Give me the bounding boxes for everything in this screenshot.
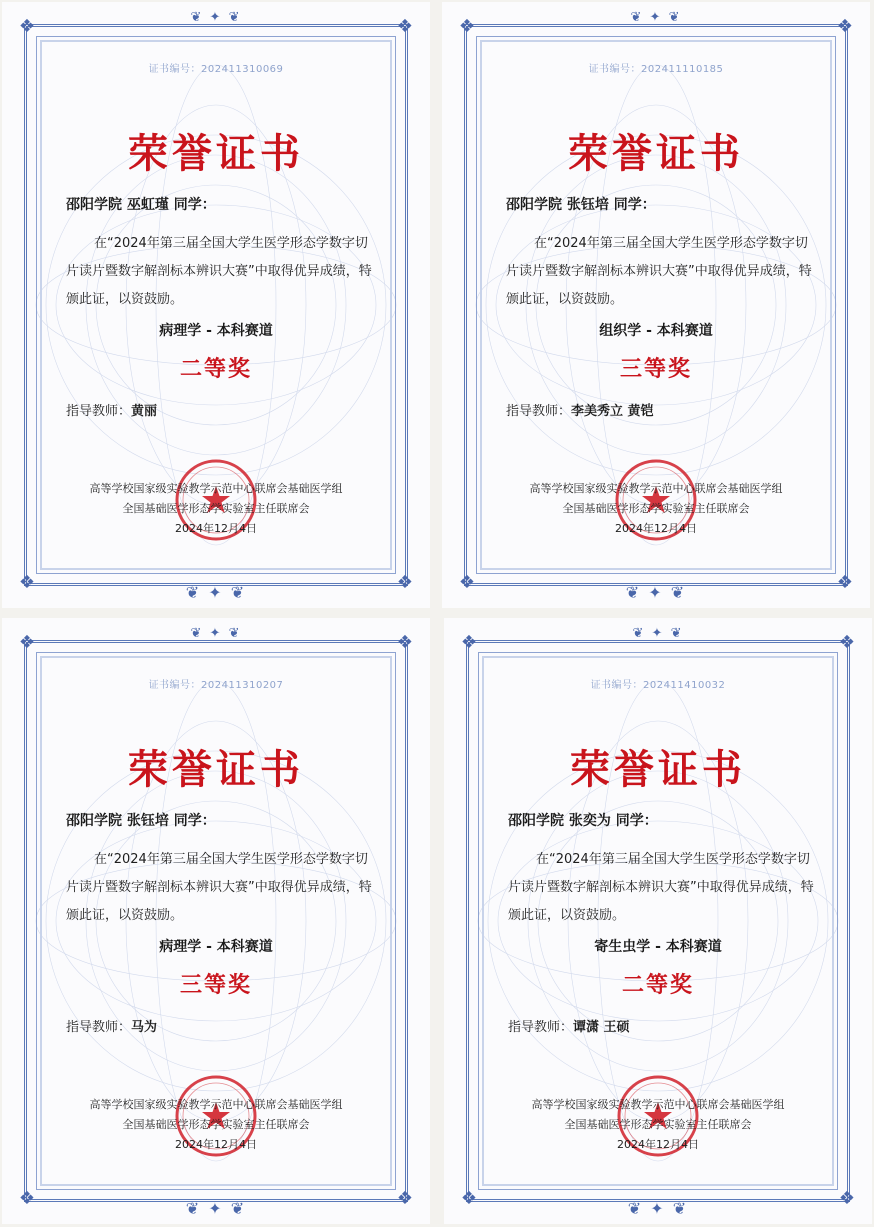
corner-ornament-icon: ❖ [396,1188,414,1209]
recipient-line: 邵阳学院 张奕为 同学： [508,813,658,829]
certificate-3 [2,618,430,1224]
competition-track: 组织学 - 本科赛道 [599,323,713,339]
advisor-label: 指导教师： [66,1020,132,1035]
certificate-number: 证书编号：202411410032 [590,680,726,691]
advisor-label: 指导教师： [508,1020,574,1035]
certificate-number: 证书编号：202411310207 [148,680,284,691]
corner-ornament-icon: ❖ [836,16,854,37]
certificate-1 [2,2,430,608]
advisor-names: 李美秀立 黄铠 [571,404,654,419]
advisor-line [66,1016,380,1035]
certificate-title: 荣誉证书 [570,746,746,793]
top-flourish-icon: ❦ ✦ ❦ [190,10,242,25]
certificate-body: 在“2024年第三届全国大学生医学形态学数字切片读片暨数字解剖标本辨识大赛”中取得优异成绩，特颁此证，以资鼓励。 [506,236,812,307]
corner-ornament-icon: ❖ [458,16,476,37]
top-flourish-icon: ❦ ✦ ❦ [632,626,684,641]
corner-ornament-icon: ❖ [18,632,36,653]
recipient-line: 邵阳学院 巫虹瑾 同学： [66,197,216,213]
competition-track: 病理学 - 本科赛道 [159,323,273,339]
issuer-line-1: 高等学校国家级实验教学示范中心联席会基础医学组 [89,1098,343,1111]
advisor-line [66,400,380,419]
award-level: 三等奖 [619,357,692,382]
corner-ornament-icon: ❖ [396,632,414,653]
corner-ornament-icon: ❖ [18,572,36,593]
certificate-title: 荣誉证书 [568,130,744,177]
advisor-line [506,400,820,419]
issuer-line-2: 全国基础医学形态学实验室主任联席会 [564,1118,752,1131]
award-level: 二等奖 [179,357,252,382]
award-level: 二等奖 [621,973,694,998]
corner-ornament-icon: ❖ [836,572,854,593]
certificate-2 [442,2,870,608]
recipient-line: 邵阳学院 张钰培 同学： [506,197,656,213]
issuer-line-2: 全国基础医学形态学实验室主任联席会 [122,502,310,515]
issue-date: 2024年12月4日 [617,1138,699,1151]
bottom-flourish-icon: ❦ ✦ ❦ [625,583,687,602]
recipient-line: 邵阳学院 张钰培 同学： [66,813,216,829]
issuer-line-2: 全国基础医学形态学实验室主任联席会 [122,1118,310,1131]
certificate-body: 在“2024年第三届全国大学生医学形态学数字切片读片暨数字解剖标本辨识大赛”中取得优异成绩，特颁此证，以资鼓励。 [508,852,814,923]
corner-ornament-icon: ❖ [838,632,856,653]
corner-ornament-icon: ❖ [460,632,478,653]
certificate-body: 在“2024年第三届全国大学生医学形态学数字切片读片暨数字解剖标本辨识大赛”中取得优异成绩，特颁此证，以资鼓励。 [66,236,372,307]
bottom-flourish-icon: ❦ ✦ ❦ [185,583,247,602]
certificate-title: 荣誉证书 [128,746,304,793]
top-flourish-icon: ❦ ✦ ❦ [630,10,682,25]
corner-ornament-icon: ❖ [396,16,414,37]
certificate-4 [444,618,872,1224]
advisor-line [508,1016,822,1035]
advisor-names: 马为 [131,1020,158,1035]
corner-ornament-icon: ❖ [18,16,36,37]
bottom-flourish-icon: ❦ ✦ ❦ [185,1199,247,1218]
competition-track: 病理学 - 本科赛道 [159,939,273,955]
advisor-names: 黄丽 [131,404,158,419]
bottom-flourish-icon: ❦ ✦ ❦ [627,1199,689,1218]
corner-ornament-icon: ❖ [458,572,476,593]
corner-ornament-icon: ❖ [18,1188,36,1209]
corner-ornament-icon: ❖ [838,1188,856,1209]
advisor-label: 指导教师： [506,404,572,419]
certificate-number: 证书编号：202411310069 [148,64,284,75]
issuer-line-1: 高等学校国家级实验教学示范中心联席会基础医学组 [531,1098,785,1111]
issuer-line-1: 高等学校国家级实验教学示范中心联席会基础医学组 [89,482,343,495]
advisor-names: 谭潇 王硕 [573,1020,630,1035]
issuer-line-1: 高等学校国家级实验教学示范中心联席会基础医学组 [529,482,783,495]
competition-track: 寄生虫学 - 本科赛道 [594,939,722,955]
issue-date: 2024年12月4日 [175,522,257,535]
issue-date: 2024年12月4日 [615,522,697,535]
advisor-label: 指导教师： [66,404,132,419]
certificate-number: 证书编号：202411110185 [588,64,724,75]
corner-ornament-icon: ❖ [396,572,414,593]
award-level: 三等奖 [179,973,252,998]
certificate-body: 在“2024年第三届全国大学生医学形态学数字切片读片暨数字解剖标本辨识大赛”中取得优异成绩，特颁此证，以资鼓励。 [66,852,372,923]
corner-ornament-icon: ❖ [460,1188,478,1209]
issuer-line-2: 全国基础医学形态学实验室主任联席会 [562,502,750,515]
certificate-title: 荣誉证书 [128,130,304,177]
issue-date: 2024年12月4日 [175,1138,257,1151]
top-flourish-icon: ❦ ✦ ❦ [190,626,242,641]
